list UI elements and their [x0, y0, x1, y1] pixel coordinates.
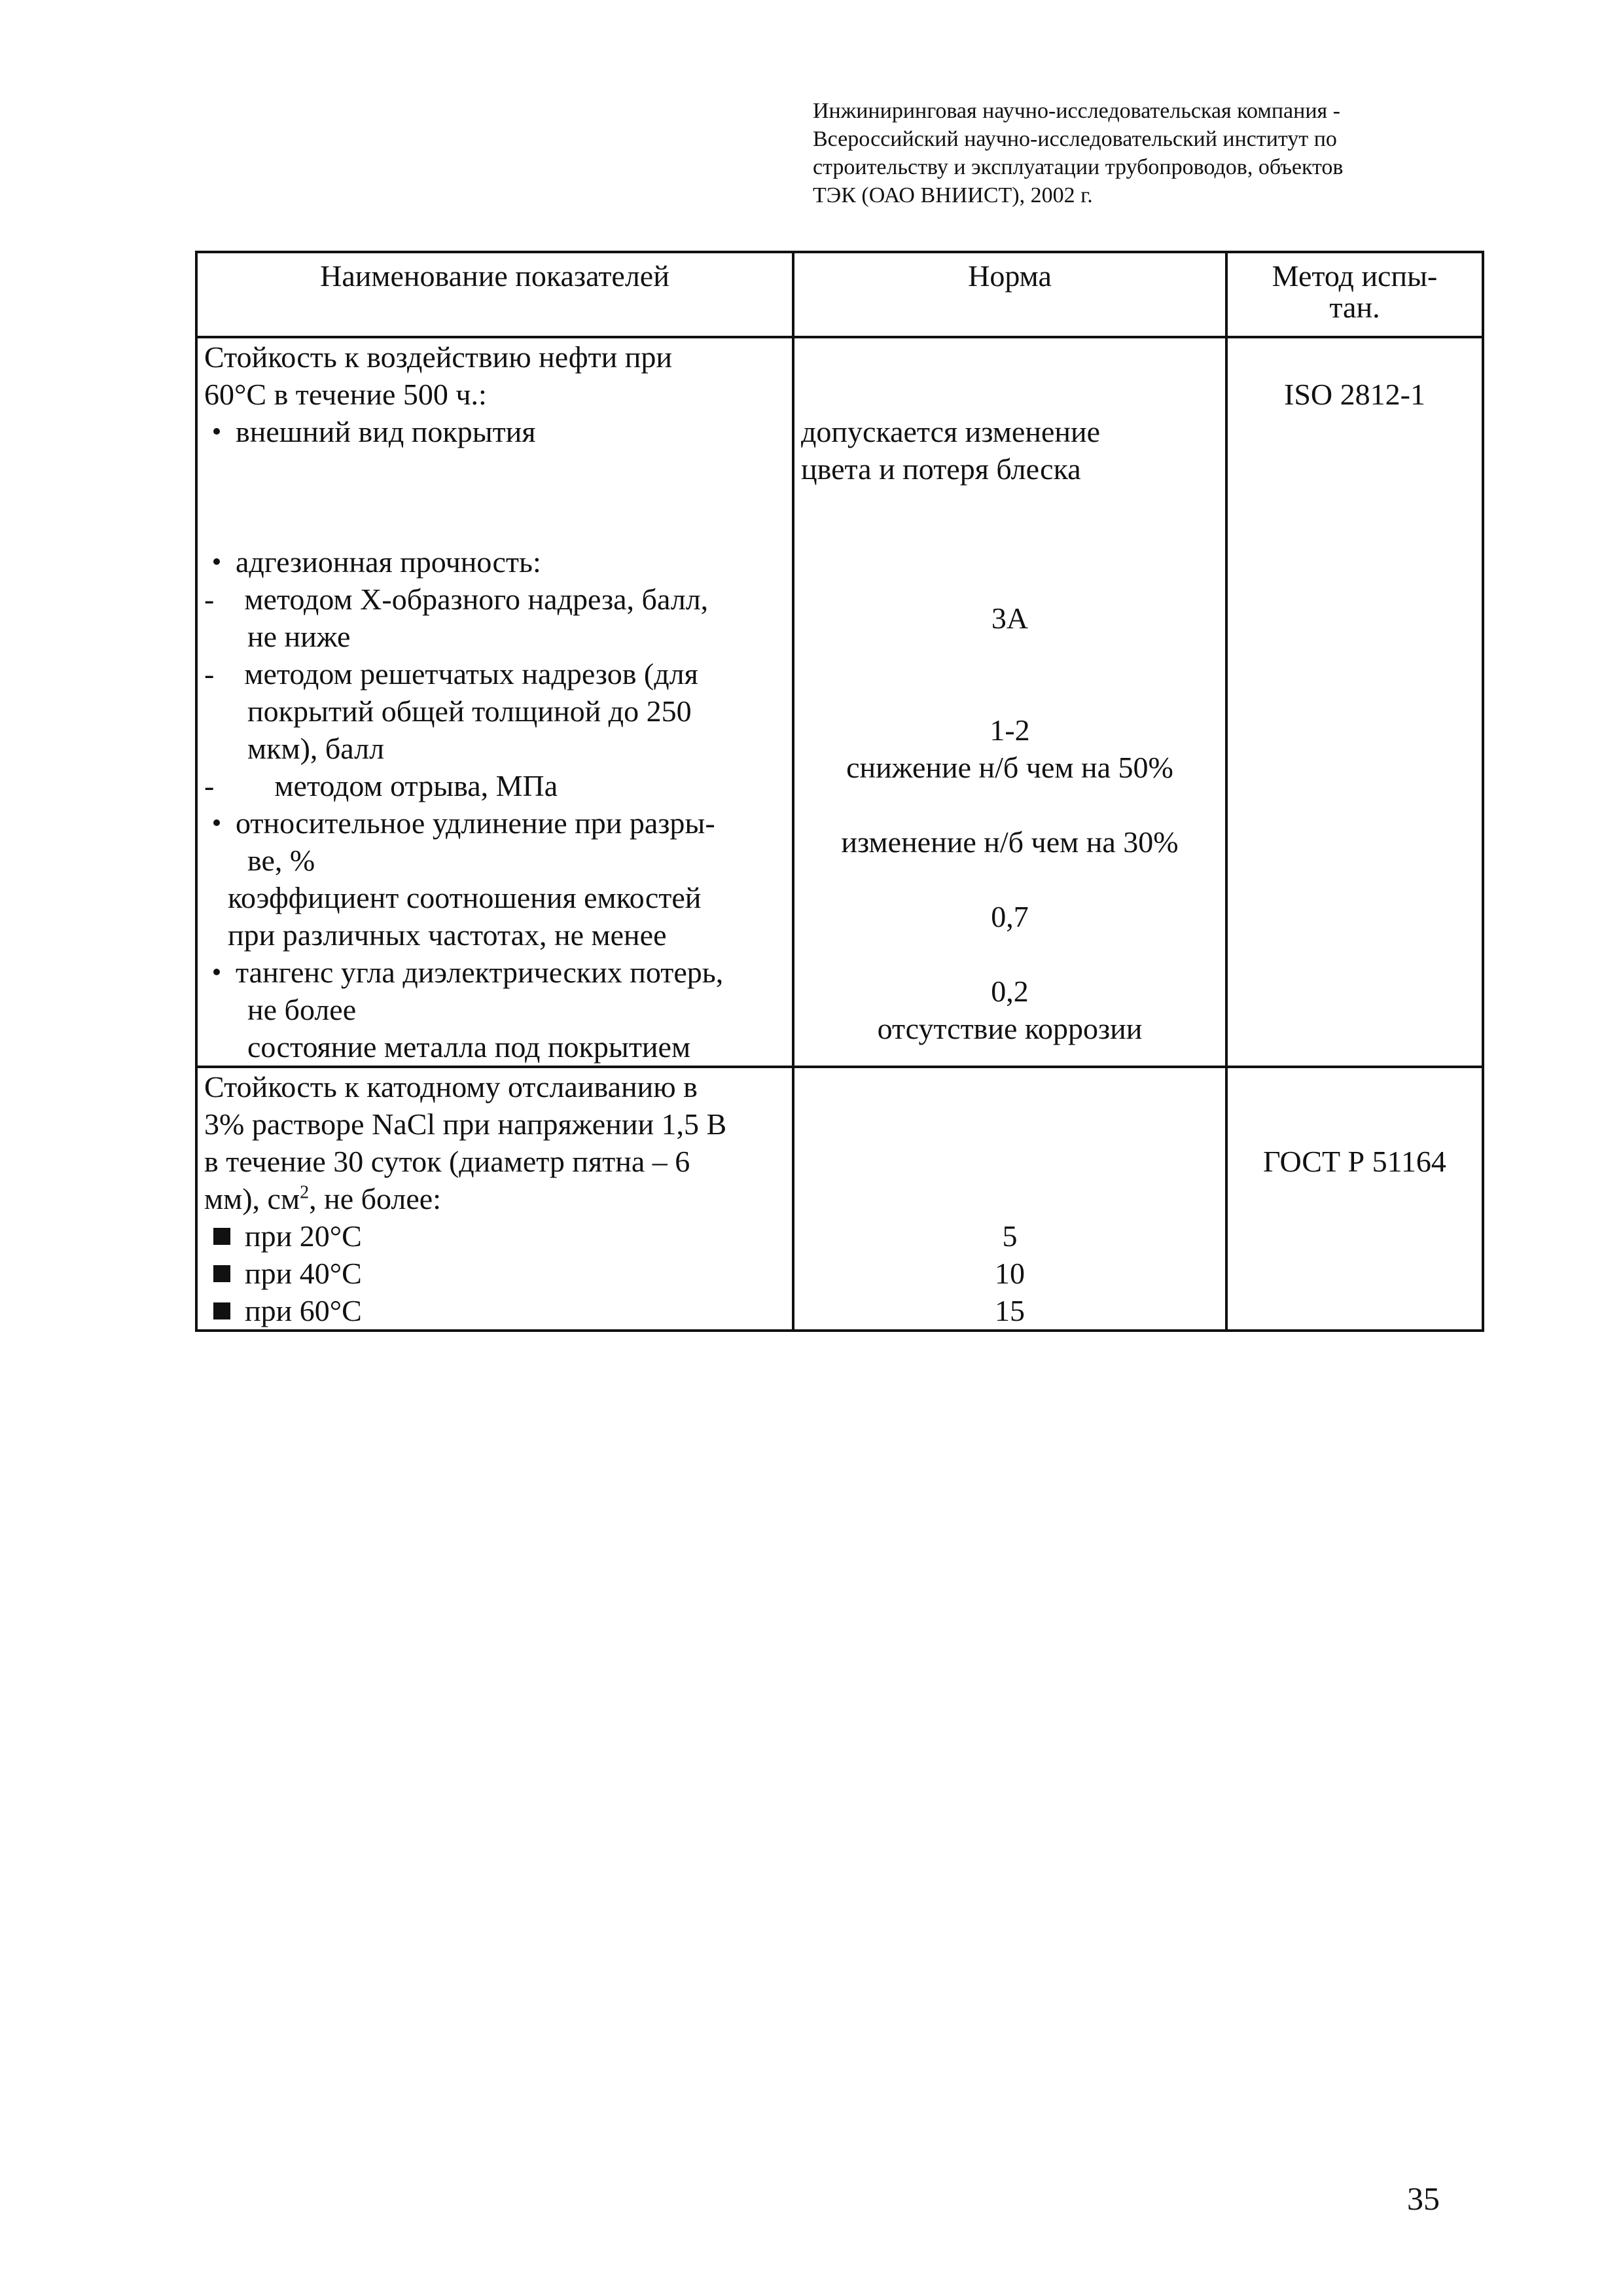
page-number: 35 — [1407, 2180, 1440, 2217]
square-bullet-icon — [213, 1228, 230, 1245]
header-norm: Норма — [793, 252, 1226, 337]
header-line: Инжиниринговая научно-исследовательская компания - — [813, 99, 1340, 123]
table-row — [196, 1067, 1483, 1331]
header-line: ТЭК (ОАО ВНИИСТ), 2002 г. — [813, 183, 1093, 207]
row2-name-cell: Стойкость к катодному отслаиванию в 3% растворе NaCl при напряжении 1,5 В в течение 30 суток (диаметр пятна – 6 мм), $см^2$, не более: при 20°С при 40°С при 60°С — [196, 1067, 793, 1331]
table-row — [196, 337, 1483, 1067]
list-item: при 40°С — [204, 1255, 785, 1292]
list-item: при 60°С — [204, 1292, 785, 1329]
row1-method-cell: ISO 2812-1 — [1226, 337, 1483, 1067]
header-line: строительству и эксплуатации трубопроводов, объектов — [813, 155, 1344, 179]
bullet-icon — [213, 558, 220, 565]
row2-method-cell: ГОСТ Р 51164 — [1226, 1067, 1483, 1331]
list-item: при 20°С — [204, 1217, 785, 1255]
bullet-icon — [213, 428, 220, 435]
specification-table — [195, 251, 1484, 1332]
header-method: Метод испы- тан. — [1226, 252, 1483, 337]
header-name: Наименование показателей — [196, 252, 793, 337]
row1-norm-cell: допускается изменение цвета и потеря блеска 3А 1-2 снижение н/б чем на 50% изменение н/б чем на 30% 0,7 0,2 отсутствие коррозии — [793, 337, 1226, 1067]
row1-name-cell: Стойкость к воздействию нефти при 60°С в течение 500 ч.: внешний вид покрытия адгезионная прочность: - методом Х-образного надреза, балл, не ниже - методом решетчатых надрезов (для покрытий общей толщиной до 250 мкм), балл - методом отрыва, МПа относительное удлинение при разры- ве, % коэффициент соотношения емкостей при различных частотах, не менее тангенс угла диэлектрических потерь, не более состояние металла под покрытием — [196, 337, 793, 1067]
bullet-icon — [213, 969, 220, 975]
square-bullet-icon — [213, 1265, 230, 1282]
header-line: Всероссийский научно-исследовательский институт по — [813, 127, 1337, 151]
table-header-row — [196, 252, 1483, 337]
square-bullet-icon — [213, 1302, 230, 1319]
document-header — [813, 97, 1467, 209]
row2-norm-cell: 5 10 15 — [793, 1067, 1226, 1331]
bullet-icon — [213, 819, 220, 826]
